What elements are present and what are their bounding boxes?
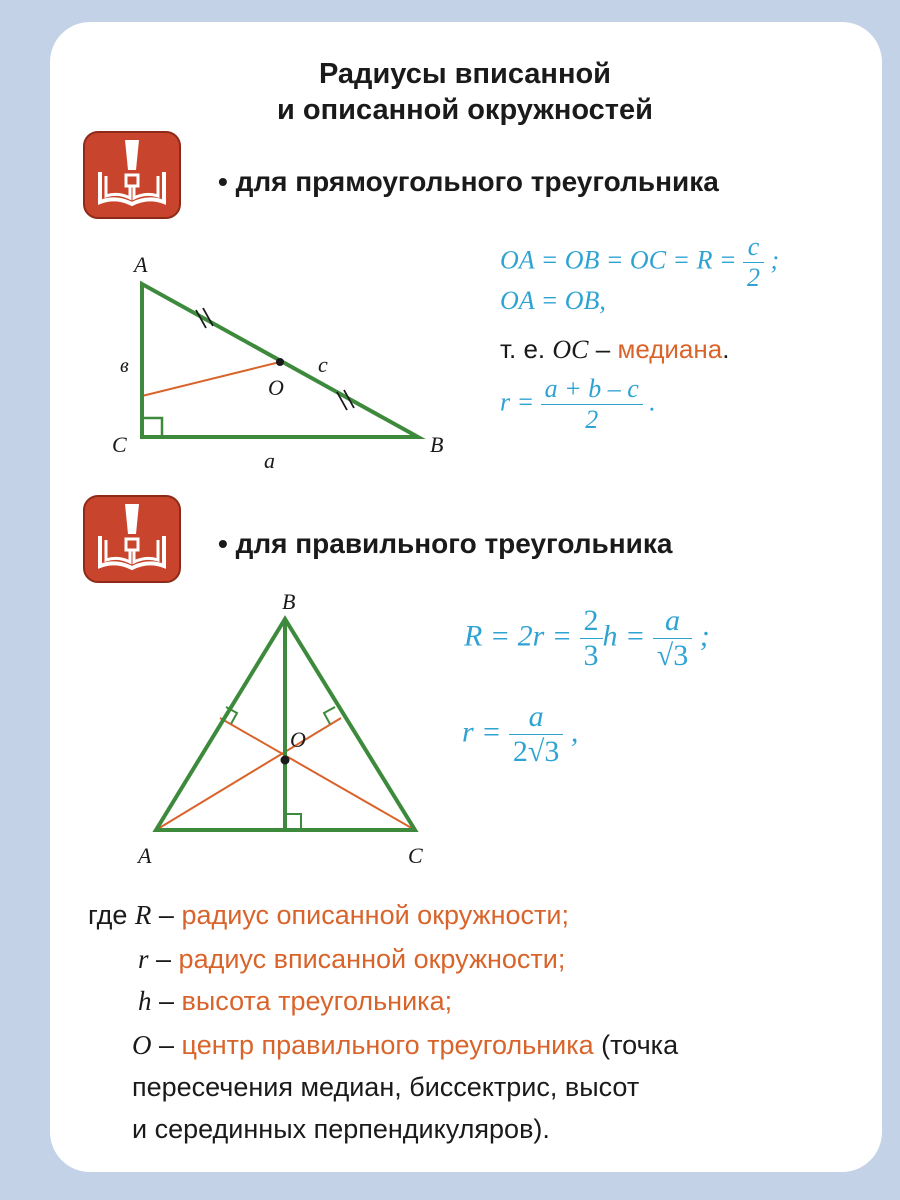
formula-text: r = <box>500 387 541 417</box>
vertex-label-a: A <box>134 252 148 277</box>
note-end: . <box>722 334 730 364</box>
formula-oa-ob: OA = OB, <box>500 286 606 315</box>
legend-text: высота треугольника; <box>181 986 453 1016</box>
legend-dash: – <box>151 986 182 1016</box>
vertex-label-a: A <box>138 843 152 868</box>
legend-item-O <box>132 1024 678 1066</box>
fraction-numerator: a <box>509 700 563 735</box>
fraction-denominator: 2√3 <box>512 735 560 768</box>
vertex-label-c: C <box>408 843 423 868</box>
attention-book-icon <box>82 494 182 584</box>
legend-variable: O <box>132 1030 152 1060</box>
right-angle-mark <box>285 814 301 830</box>
legend-dash: – <box>151 900 182 930</box>
legend-text: радиус описанной окружности; <box>181 900 569 930</box>
formula-text: ; <box>764 245 780 275</box>
formula-median-note <box>500 334 729 365</box>
center-point-o <box>276 358 284 366</box>
fraction-numerator: c <box>743 232 764 263</box>
legend-variable: r <box>138 944 149 974</box>
section-1-heading: • для прямоугольного треугольника <box>218 166 719 197</box>
legend-item-R <box>88 894 569 936</box>
note-dash: – <box>588 334 618 364</box>
legend-variable: h <box>138 986 152 1016</box>
fraction <box>580 604 603 673</box>
center-label-o: O <box>290 727 306 752</box>
center-point-o <box>281 756 290 765</box>
note-term: медиана <box>617 334 723 364</box>
legend-variable: R <box>134 900 152 930</box>
formula-text: , <box>563 715 579 749</box>
side-label-a: a <box>264 448 275 473</box>
side-label-b: в <box>120 355 129 377</box>
legend-prefix: где <box>88 900 135 930</box>
note-variable: OC <box>552 335 589 364</box>
formula-text: . <box>642 387 656 417</box>
vertex-label-b: B <box>282 589 296 614</box>
right-angle-mark <box>142 418 162 437</box>
center-label-o: O <box>268 375 284 400</box>
fraction-numerator: a <box>653 604 692 639</box>
title-line-2: и описанной окружностей <box>277 94 653 126</box>
legend-tail: (точка <box>593 1030 679 1060</box>
formula-circumradius-equilateral <box>464 604 710 673</box>
vertex-label-c: C <box>112 432 127 457</box>
formula-circumradius-right <box>500 232 779 293</box>
vertex-label-b: B <box>430 432 444 457</box>
median-oc <box>142 362 280 396</box>
formula-text: OA = OB = OC = R = <box>500 245 744 275</box>
note-prefix: т. е. <box>500 334 553 364</box>
fraction-denominator: 2 <box>585 405 599 434</box>
formula-inradius-right <box>500 374 656 435</box>
fraction-denominator: 2 <box>747 263 761 292</box>
legend-item-h <box>138 980 452 1022</box>
fraction <box>743 232 764 293</box>
legend-dash: – <box>148 944 179 974</box>
fraction-numerator: a + b – c <box>541 374 643 405</box>
fraction-numerator: 2 <box>580 604 603 639</box>
right-angle-mark <box>324 707 335 724</box>
fraction <box>653 604 692 673</box>
formula-text: R = 2r = <box>464 619 580 653</box>
title-line-1: Радиусы вписанной <box>318 58 612 90</box>
formula-text: ; <box>692 619 710 653</box>
section-2-heading: • для правильного треугольника <box>218 528 673 559</box>
fraction-denominator: √3 <box>656 639 689 672</box>
legend-dash: – <box>151 1030 182 1060</box>
fraction-denominator: 3 <box>583 639 599 672</box>
right-triangle-diagram <box>100 240 470 480</box>
legend-continuation-1: пересечения медиан, биссектрис, высот <box>132 1072 640 1102</box>
formula-text: h = <box>602 619 653 653</box>
page-title <box>0 56 900 128</box>
legend-item-r <box>138 938 565 980</box>
formula-inradius-equilateral <box>462 700 578 769</box>
formula-text: r = <box>462 715 509 749</box>
fraction <box>509 700 563 769</box>
fraction <box>541 374 643 435</box>
legend-continuation-2: и серединных перпендикуляров). <box>132 1114 550 1144</box>
attention-book-icon <box>82 130 182 220</box>
side-label-c: c <box>318 352 328 377</box>
legend-text: центр правильного треугольника <box>181 1030 594 1060</box>
equilateral-triangle-diagram <box>120 585 450 875</box>
legend-text: радиус вписанной окружности; <box>178 944 566 974</box>
